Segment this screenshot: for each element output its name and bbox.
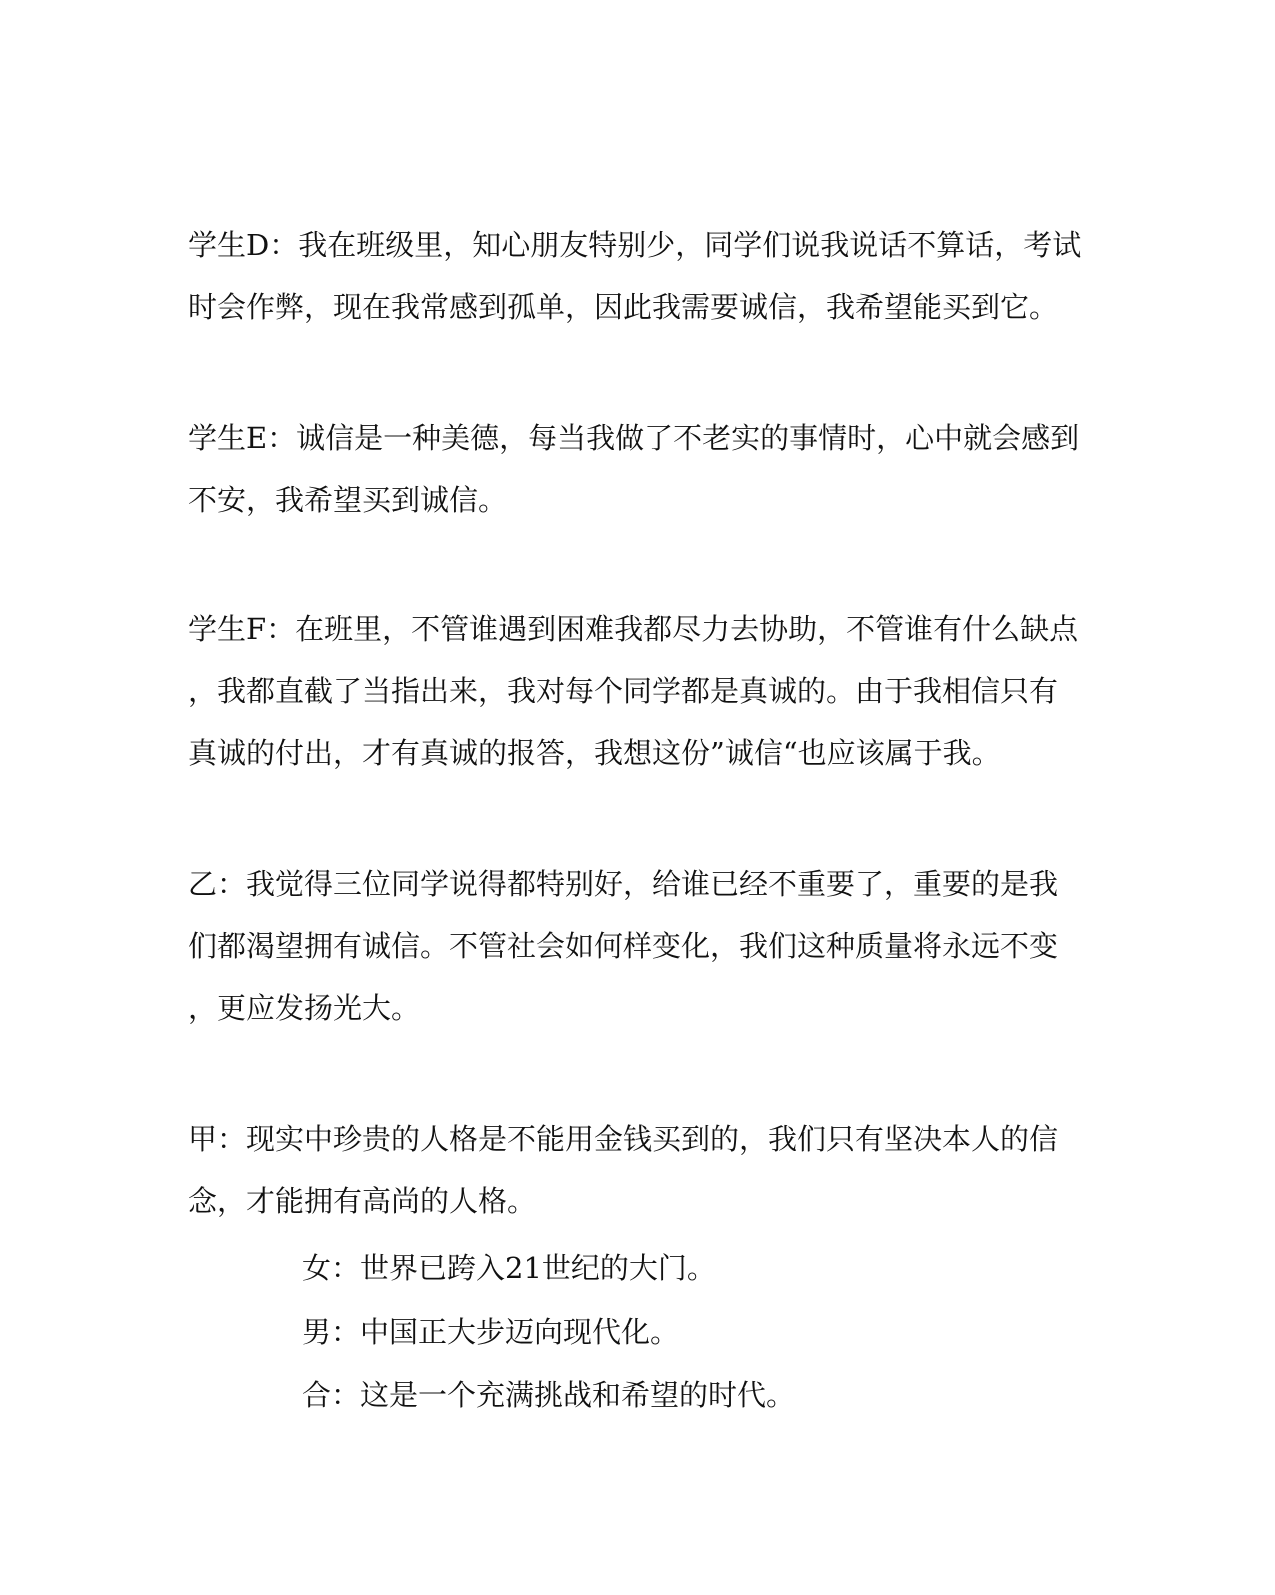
paragraph-jia: [188, 1108, 1068, 1232]
paragraph-student-f: [188, 598, 1079, 784]
line-female: 女：世界已跨入21世纪的大门。: [302, 1251, 716, 1285]
text-line: 学生D：我在班级里，知心朋友特别少，同学们说我说话不算话，考试: [188, 228, 1082, 262]
text-line: 时会作弊，现在我常感到孤单，因此我需要诚信，我希望能买到它。: [188, 290, 1059, 324]
text-line: 学生F：在班里，不管谁遇到困难我都尽力去协助，不管谁有什么缺点: [188, 612, 1079, 646]
paragraph-student-d: [188, 214, 1082, 338]
text-line: 甲：现实中珍贵的人格是不能用金钱买到的，我们只有坚决本人的信: [188, 1122, 1059, 1156]
paragraph-yi: [188, 853, 1068, 1039]
line-together: 合：这是一个充满挑战和希望的时代。: [302, 1378, 796, 1412]
text-line: 不安，我希望买到诚信。: [188, 483, 508, 517]
text-line: ，更应发扬光大。: [188, 991, 421, 1025]
text-line: 学生E：诚信是一种美德，每当我做了不老实的事情时，心中就会感到: [188, 421, 1080, 455]
text-line: 真诚的付出，才有真诚的报答，我想这份”诚信“也应该属于我。: [188, 736, 1001, 770]
text-line: 念，才能拥有高尚的人格。: [188, 1184, 537, 1218]
text-line: 乙：我觉得三位同学说得都特别好，给谁已经不重要了，重要的是我: [188, 867, 1059, 901]
text-line: 们都渴望拥有诚信。不管社会如何样变化，我们这种质量将永远不变: [188, 929, 1059, 963]
text-line: ，我都直截了当指出来，我对每个同学都是真诚的。由于我相信只有: [188, 674, 1059, 708]
line-male: 男：中国正大步迈向现代化。: [302, 1315, 680, 1349]
paragraph-student-e: [188, 407, 1080, 531]
